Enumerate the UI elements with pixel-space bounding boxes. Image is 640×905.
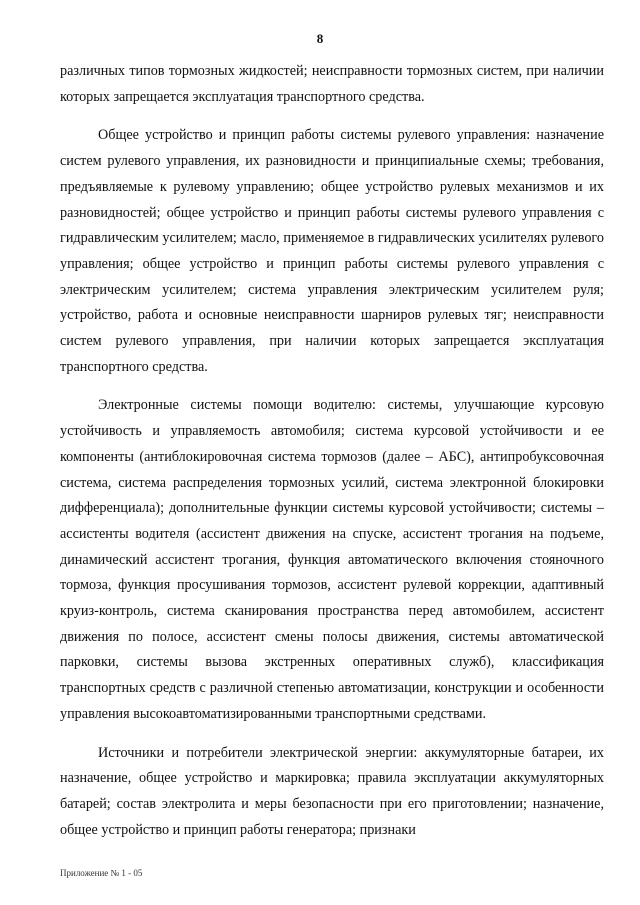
paragraph-driver-assistance: Электронные системы помощи водителю: системы, улучшающие курсовую устойчивость и управляемость автомобиля; система курсовой устойчивости и ее компоненты (антиблокировочная система тормозов (далее – АБС), антипробуксовочная система, система распределения тормозных усилий, система электронной блокировки дифференциала); дополнительные функции системы курсовой устойчивости; системы – ассистенты водителя (ассистент движения на спуске, ассистент трогания на подъеме, динамический ассистент трогания, функция автоматического включения стояночного тормоза, функция просушивания тормозов, ассистент рулевой коррекции, адаптивный круиз-контроль, система сканирования пространства перед автомобилем, ассистент движения по полосе, ассистент смены полосы движения, системы автоматической парковки, системы вызова экстренных оперативных служб), классификация транспортных средств с различной степенью автоматизации, конструкции и особенности управления высокоавтоматизированными транспортными средствами.: [60, 397, 604, 722]
body-text: [60, 59, 604, 843]
footer-note: Приложение № 1 - 05: [60, 868, 143, 878]
paragraph-steering-system: Общее устройство и принцип работы системы рулевого управления: назначение систем рулевого управления, их разновидности и принципиальные схемы; требования, предъявляемые к рулевому управлению; общее устройство рулевых механизмов и их разновидностей; общее устройство и принцип работы системы рулевого управления с гидравлическим усилителем; масло, применяемое в гидравлических усилителях рулевого управления; общее устройство и принцип работы системы рулевого управления с электрическим усилителем; система управления электрическим усилителем руля; устройство, работа и основные неисправности шарниров рулевых тяг; неисправности систем рулевого управления, при наличии которых запрещается эксплуатация транспортного средства.: [60, 127, 604, 375]
paragraph-electrical-energy: Источники и потребители электрической энергии: аккумуляторные батареи, их назначение, общее устройство и маркировка; правила эксплуатации аккумуляторных батарей; состав электролита и меры безопасности при его приготовлении; назначение, общее устройство и принцип работы генератора; признаки: [60, 744, 604, 838]
paragraph-brake-fluids-continuation: различных типов тормозных жидкостей; неисправности тормозных систем, при наличии которых запрещается эксплуатация транспортного средства.: [60, 63, 604, 105]
page-number: 8: [316, 31, 324, 46]
